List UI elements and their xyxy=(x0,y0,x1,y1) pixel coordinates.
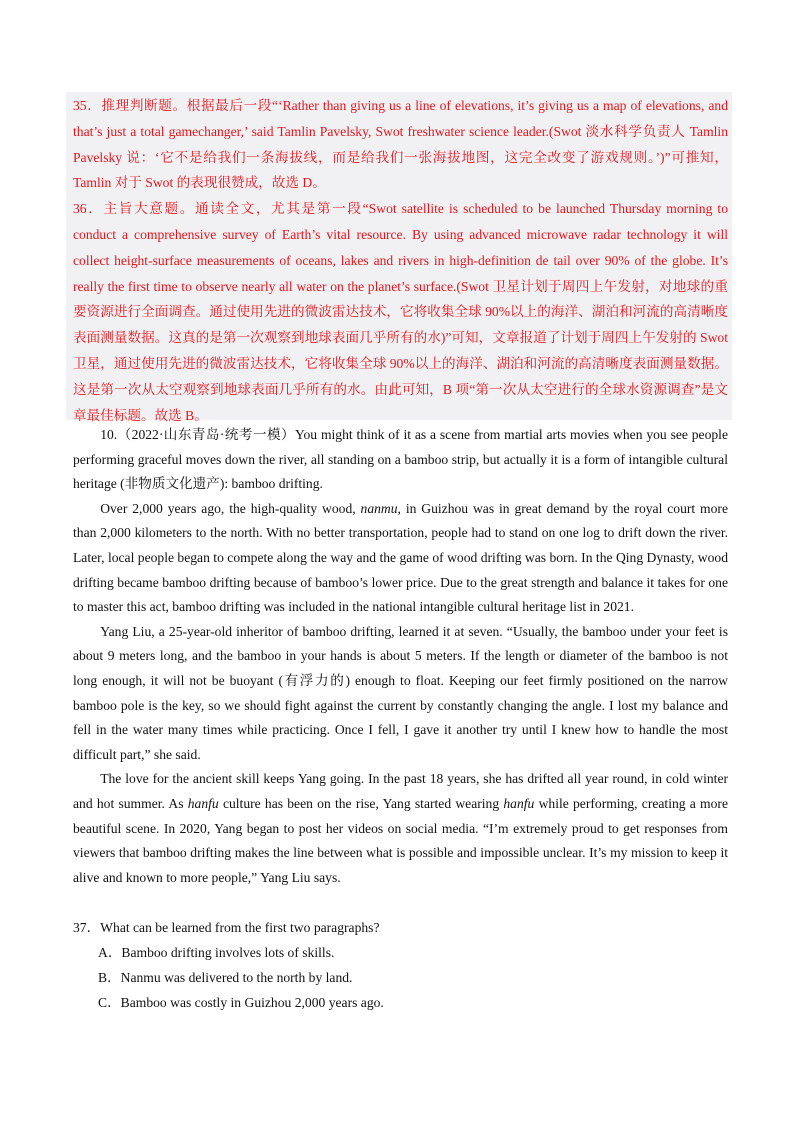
question-37-option-a: A．Bamboo drifting involves lots of skills. xyxy=(98,945,335,960)
p2-italic-nanmu: nanmu xyxy=(360,500,398,516)
p2-text-a: Over 2,000 years ago, the high-quality wood, xyxy=(100,500,356,516)
p4-italic-hanfu-1: hanfu xyxy=(187,795,219,811)
answer-explanations xyxy=(73,93,728,428)
p4-text-b: culture has been on the rise, Yang started wearing xyxy=(222,795,500,811)
passage-paragraph-1: 10.（2022·山东青岛·统考一模）You might think of it as a scene from martial arts movies when you see people performing graceful moves down the river, all standing on a bamboo strip, but actually it is a form of intangible cultural heritage (非物质文化遗产): bamboo drifting. xyxy=(73,427,728,492)
p4-italic-hanfu-2: hanfu xyxy=(503,795,535,811)
p4-text-a: The love for the ancient skill keeps Yang going. In the past 18 years, she has drifted all year round, in cold winter and hot summer. As xyxy=(73,771,728,811)
passage-paragraph-2 xyxy=(73,497,728,620)
reading-passage xyxy=(73,423,728,890)
question-37-stem: 37．What can be learned from the first two paragraphs? xyxy=(73,920,380,935)
passage-paragraph-3: Yang Liu, a 25-year-old inheritor of bamboo drifting, learned it at seven. “Usually, the bamboo under your feet is about 9 meters long, and the bamboo in your hands is about 5 meters. If the length or diameter of the bamboo is not long enough, it will not be buoyant (有浮力的) enough to float. Keeping our feet firmly positioned on the narrow bamboo pole is the key, so we should fight against the current by constantly changing the angle. I lost my balance and fell in the water many times while practicing. Once I fell, I gave it another try until I knew how to handle the most difficult part,” she said. xyxy=(73,623,728,762)
answer-35: 35．推理判断题。根据最后一段“‘Rather than giving us a line of elevations, it’s giving us a map of elevations, and that’s just a total gamechanger,’ said Tamlin Pavelsky, Swot freshwater science leader.(Swot 淡水科学负责人 Tamlin Pavelsky 说：‘它不是给我们一条海拔线，而是给我们一张海拔地图，这完全改变了游戏规则。’)”可推知，Tamlin 对于 Swot 的表现很赞成，故选 D。 xyxy=(73,98,728,191)
p2-text-b: , in Guizhou was in great demand by the royal court more than 2,000 kilometers to the north. With no better transportation, people had to stand on one log to drift down the river. Later, local people began to compete along the way and the game of wood drifting was born. In the Qing Dynasty, wood drifting became bamboo drifting because of bamboo’s lower price. Due to the great strength and balance it takes for one to master this act, bamboo drifting was included in the national intangible cultural heritage list in 2021. xyxy=(73,500,728,615)
p4-text-c: while performing, creating a more beautiful scene. In 2020, Yang began to post her videos on social media. “I’m extremely proud to get responses from viewers that bamboo drifting makes the line between what is possible and impossible unclear. It’s my mission to keep it alive and known to more people,” Yang Liu says. xyxy=(73,795,728,885)
question-37-option-c: C．Bamboo was costly in Guizhou 2,000 years ago. xyxy=(98,995,384,1010)
question-37-option-b: B．Nanmu was delivered to the north by land. xyxy=(98,970,353,985)
passage-paragraph-4 xyxy=(73,767,728,890)
answer-36: 36．主旨大意题。通读全文，尤其是第一段“Swot satellite is scheduled to be launched Thursday morning to conduct a comprehensive survey of Earth’s vital resource. By using advanced microwave radar technology it will collect height-surface measurements of oceans, lakes and rivers in high-definition de tail over 90% of the globe. It’s really the first time to observe nearly all water on the planet’s surface.(Swot 卫星计划于周四上午发射，对地球的重要资源进行全面调查。通过使用先进的微波雷达技术，它将收集全球 90%以上的海洋、湖泊和河流的高清晰度表面测量数据。这真的是第一次观察到地球表面几乎所有的水)”可知，文章报道了计划于周四上午发射的 Swot 卫星，通过使用先进的微波雷达技术，它将收集全球 90%以上的海洋、湖泊和河流的高清晰度表面测量数据。这是第一次从太空观察到地球表面几乎所有的水。由此可知，B 项“第一次从太空进行的全球水资源调查”是文章最佳标题。故选 B。 xyxy=(73,201,728,423)
